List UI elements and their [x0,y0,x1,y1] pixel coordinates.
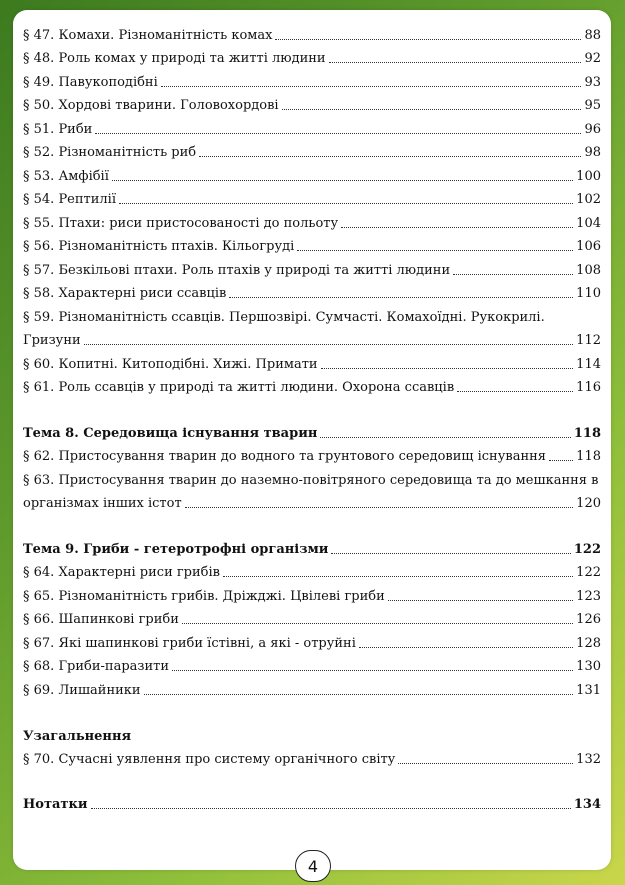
leader-dots [182,623,573,624]
toc-entry-page: 114 [576,356,601,372]
toc-entry[interactable] [23,652,601,676]
toc-entry-page: 108 [576,262,601,278]
toc-entry[interactable] [23,208,601,232]
leader-dots [172,670,573,671]
toc-entry[interactable] [23,138,601,162]
toc-entry-text: § 57. Безкільові птахи. Роль птахів у природі та житті людини [23,262,451,278]
toc-entry-63[interactable] [23,465,601,512]
toc-entry[interactable] [23,67,601,91]
toc-entry-page: 95 [584,98,601,113]
toc-entry[interactable] [23,373,601,397]
theme-page: 118 [573,425,601,441]
toc-entry-text: § 50. Хордові тварини. Головохордові [23,98,279,113]
toc-entry-text: організмах інших істот [23,496,182,511]
toc-entry-text: § 66. Шапинкові гриби [23,612,179,627]
leader-dots [321,368,574,369]
leader-dots [84,344,574,345]
toc-entry-page: 120 [576,496,601,511]
leader-dots [388,600,573,601]
toc-entry[interactable] [23,581,601,605]
toc-entry-text: § 48. Роль комах у природі та житті людини [23,51,326,66]
leader-dots [185,507,574,508]
leader-dots [329,62,582,63]
leader-dots [223,576,573,577]
toc-entry-text: § 61. Роль ссавців у природі та житті людини. Охорона ссавців [23,380,455,395]
toc-entry[interactable] [23,161,601,185]
toc-entry-text: § 65. Різноманітність грибів. Дріжджі. Цвілеві гриби [23,588,385,604]
leader-dots [331,553,570,554]
toc-entry[interactable] [23,255,601,279]
notes-page: 134 [573,797,601,812]
leader-dots [161,86,582,87]
toc-entry[interactable] [23,349,601,373]
toc-notes[interactable] [23,790,601,814]
toc-entry-59[interactable] [23,302,601,349]
toc-entry[interactable] [23,20,601,44]
table-of-contents [23,20,601,813]
toc-entry[interactable] [23,279,601,303]
page-number: 4 [295,850,331,882]
toc-entry-page: 118 [576,449,601,464]
leader-dots [297,250,573,251]
leader-dots [275,39,581,40]
toc-entry-text: § 56. Різноманітність птахів. Кільогруді [23,239,295,254]
toc-entry-page: 131 [576,682,601,698]
toc-entry-page: 98 [584,145,601,160]
leader-dots [119,203,573,204]
leader-dots [549,460,573,461]
toc-entry[interactable] [23,91,601,115]
toc-entry[interactable] [23,232,601,256]
toc-entry-page: 100 [576,168,601,184]
toc-entry-page: 112 [576,333,601,348]
toc-entry-text: Гризуни [23,333,81,348]
toc-entry-text: § 58. Характерні риси ссавців [23,286,227,301]
toc-entry-page: 88 [584,27,601,43]
toc-entry-page: 92 [584,51,601,66]
toc-entry-text: § 63. Пристосування тварин до наземно-повітряного середовища та до мешкання в [23,472,599,488]
toc-entry-text: § 62. Пристосування тварин до водного та грунтового середовищ існування [23,449,546,464]
toc-entry[interactable] [23,628,601,652]
leader-dots [341,227,573,228]
toc-entry-text: § 54. Рептилії [23,192,116,207]
leader-dots [199,156,581,157]
toc-entry-text: § 51. Риби [23,121,93,137]
toc-entry-text: § 53. Амфібії [23,168,109,184]
toc-entry-page: 132 [576,751,601,767]
toc-entry-text: § 47. Комахи. Різноманітність комах [23,27,273,43]
toc-entry[interactable] [23,675,601,699]
leader-dots [91,808,571,809]
toc-entry[interactable] [23,44,601,68]
toc-theme-9[interactable] [23,534,601,558]
toc-entry-page: 126 [576,612,601,627]
leader-dots [282,109,582,110]
toc-entry-page: 130 [576,659,601,674]
toc-entry-page: 110 [576,286,601,301]
toc-entry-62[interactable] [23,442,601,466]
toc-entry-page: 123 [576,588,601,604]
toc-entry-page: 104 [576,215,601,231]
leader-dots [112,180,573,181]
toc-entry-70[interactable] [23,744,601,768]
toc-entry-page: 122 [576,565,601,580]
toc-entry-text: § 59. Різноманітність ссавців. Першозвірі. Сумчасті. Комахоїдні. Рукокрилі. [23,309,545,325]
toc-entry-page: 128 [576,635,601,651]
theme-page: 122 [573,541,601,557]
toc-entry[interactable] [23,185,601,209]
content-page [13,10,611,870]
theme-title: Тема 8. Середовища існування тварин [23,425,318,441]
leader-dots [398,763,573,764]
toc-entry-text: § 60. Копитні. Китоподібні. Хижі. Примати [23,356,318,372]
toc-entry-text: § 52. Різноманітність риб [23,145,197,160]
toc-entry[interactable] [23,605,601,629]
notes-title: Нотатки [23,797,88,812]
toc-entry-text: § 67. Які шапинкові гриби їстівні, а які - отруйні [23,635,356,651]
toc-entry[interactable] [23,558,601,582]
toc-entry-page: 102 [576,192,601,207]
leader-dots [320,437,571,438]
toc-entry-page: 116 [576,380,601,395]
toc-entry-page: 106 [576,239,601,254]
toc-entry-text: § 55. Птахи: риси пристосованості до польоту [23,215,339,231]
toc-entry[interactable] [23,114,601,138]
toc-entry-page: 93 [584,74,601,90]
theme-title: Тема 9. Гриби - гетеротрофні організми [23,541,329,557]
toc-entry-text: § 70. Сучасні уявлення про систему органічного світу [23,751,396,767]
leader-dots [95,133,581,134]
summary-heading: Узагальнення [23,729,132,744]
leader-dots [453,274,573,275]
toc-entry-text: § 49. Павукоподібні [23,74,158,90]
toc-entry-text: § 68. Гриби-паразити [23,659,170,674]
leader-dots [457,391,573,392]
leader-dots [229,297,573,298]
toc-entry-text: § 64. Характерні риси грибів [23,565,220,580]
toc-entry-text: § 69. Лишайники [23,682,141,698]
leader-dots [144,694,574,695]
leader-dots [359,647,573,648]
toc-theme-8[interactable] [23,418,601,442]
toc-entry-page: 96 [584,121,601,137]
